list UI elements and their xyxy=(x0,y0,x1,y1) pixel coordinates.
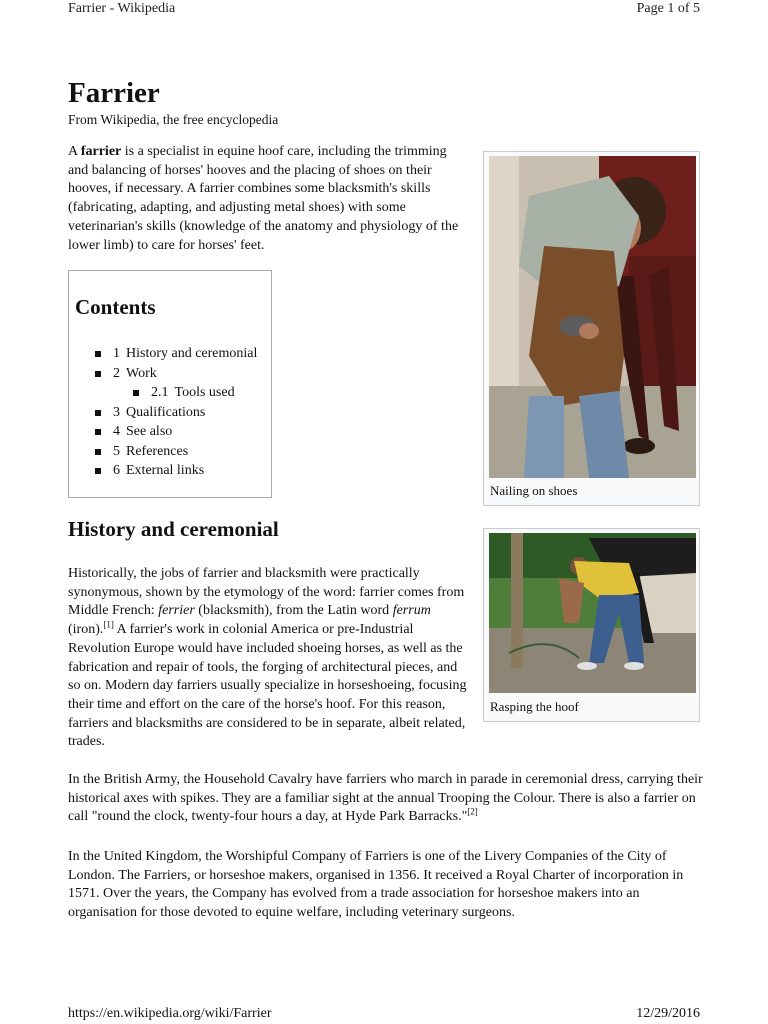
toc-item[interactable]: 1 History and ceremonial xyxy=(95,344,257,364)
figure-caption: Rasping the hoof xyxy=(490,699,579,714)
page-subtitle: From Wikipedia, the free encyclopedia xyxy=(68,112,279,127)
history-paragraph-1: Historically, the jobs of farrier and blacksmith were practically synonymous, shown by the etymology of the word: farrier comes from Middle French: ferrier (blacksmith), from the Latin word ferrum (iron).[1] A farrier's work in colonial America or pre-Industrial Revolution Europe would have included shoeing horses, as well as the fabrication and repair of tools, the forging of architectural pieces, and so on. Modern day farriers usually specialize in horseshoeing, focusing their time and effort on the care of the horse's hoof. For this reason, farriers and blacksmiths are considered to be in separate, albeit related, trades. xyxy=(68,566,467,750)
page-url[interactable]: https://en.wikipedia.org/wiki/Farrier xyxy=(68,1006,272,1021)
page-header-title: Farrier - Wikipedia xyxy=(68,1,176,16)
toc-item[interactable]: 2 Work xyxy=(95,364,257,384)
page-title: Farrier xyxy=(68,77,160,109)
toc-item[interactable]: 3 Qualifications xyxy=(95,403,257,423)
figure-caption: Nailing on shoes xyxy=(490,483,578,498)
toc-item[interactable]: 4 See also xyxy=(95,422,257,442)
section-heading: History and ceremonial xyxy=(68,517,279,541)
citation-link[interactable]: [1] xyxy=(103,619,114,630)
toc-item[interactable]: 5 References xyxy=(95,442,257,462)
figure-rasping-hoof xyxy=(483,528,700,722)
toc-item[interactable]: 6 External links xyxy=(95,461,257,481)
intro-paragraph: A farrier is a specialist in equine hoof care, including the trimming and balancing of horses' hooves and the placing of shoes on their hooves, if necessary. A farrier combines some blacksmith's skills (fabricating, adapting, and adjusting metal shoes) with some veterinarian's skills (knowledge of the anatomy and physiology of the lower limb) to care for horses' feet. xyxy=(68,144,459,253)
toc-subitem[interactable]: 2.1 Tools used xyxy=(95,383,257,403)
figure-nailing-shoes xyxy=(483,151,700,506)
table-of-contents xyxy=(68,270,272,498)
rasping-photo[interactable] xyxy=(489,533,696,693)
citation-link[interactable]: [2] xyxy=(467,806,478,817)
print-date: 12/29/2016 xyxy=(636,1006,700,1021)
toc-title: Contents xyxy=(75,295,156,319)
intro-bold-term: farrier xyxy=(80,144,122,159)
farrier-photo[interactable] xyxy=(489,156,696,478)
history-paragraph-2: In the British Army, the Household Cavalry have farriers who march in parade in ceremonial dress, carrying their historical axes with spikes. They are a familiar sight at the annual Trooping the Colour. There is also a farrier on call "round the clock, twenty-four hours a day, at Hyde Park Barracks."[2] xyxy=(68,772,703,825)
page-number: Page 1 of 5 xyxy=(636,1,700,16)
history-paragraph-3: In the United Kingdom, the Worshipful Company of Farriers is one of the Livery Companies of the City of London. The Farriers, or horseshoe makers, organised in 1356. It received a Royal Charter of incorporation in 1571. Over the years, the Company has evolved from a trade association for horseshoe makers into an organisation for those devoted to equine welfare, including veterinary surgeons. xyxy=(68,849,684,921)
